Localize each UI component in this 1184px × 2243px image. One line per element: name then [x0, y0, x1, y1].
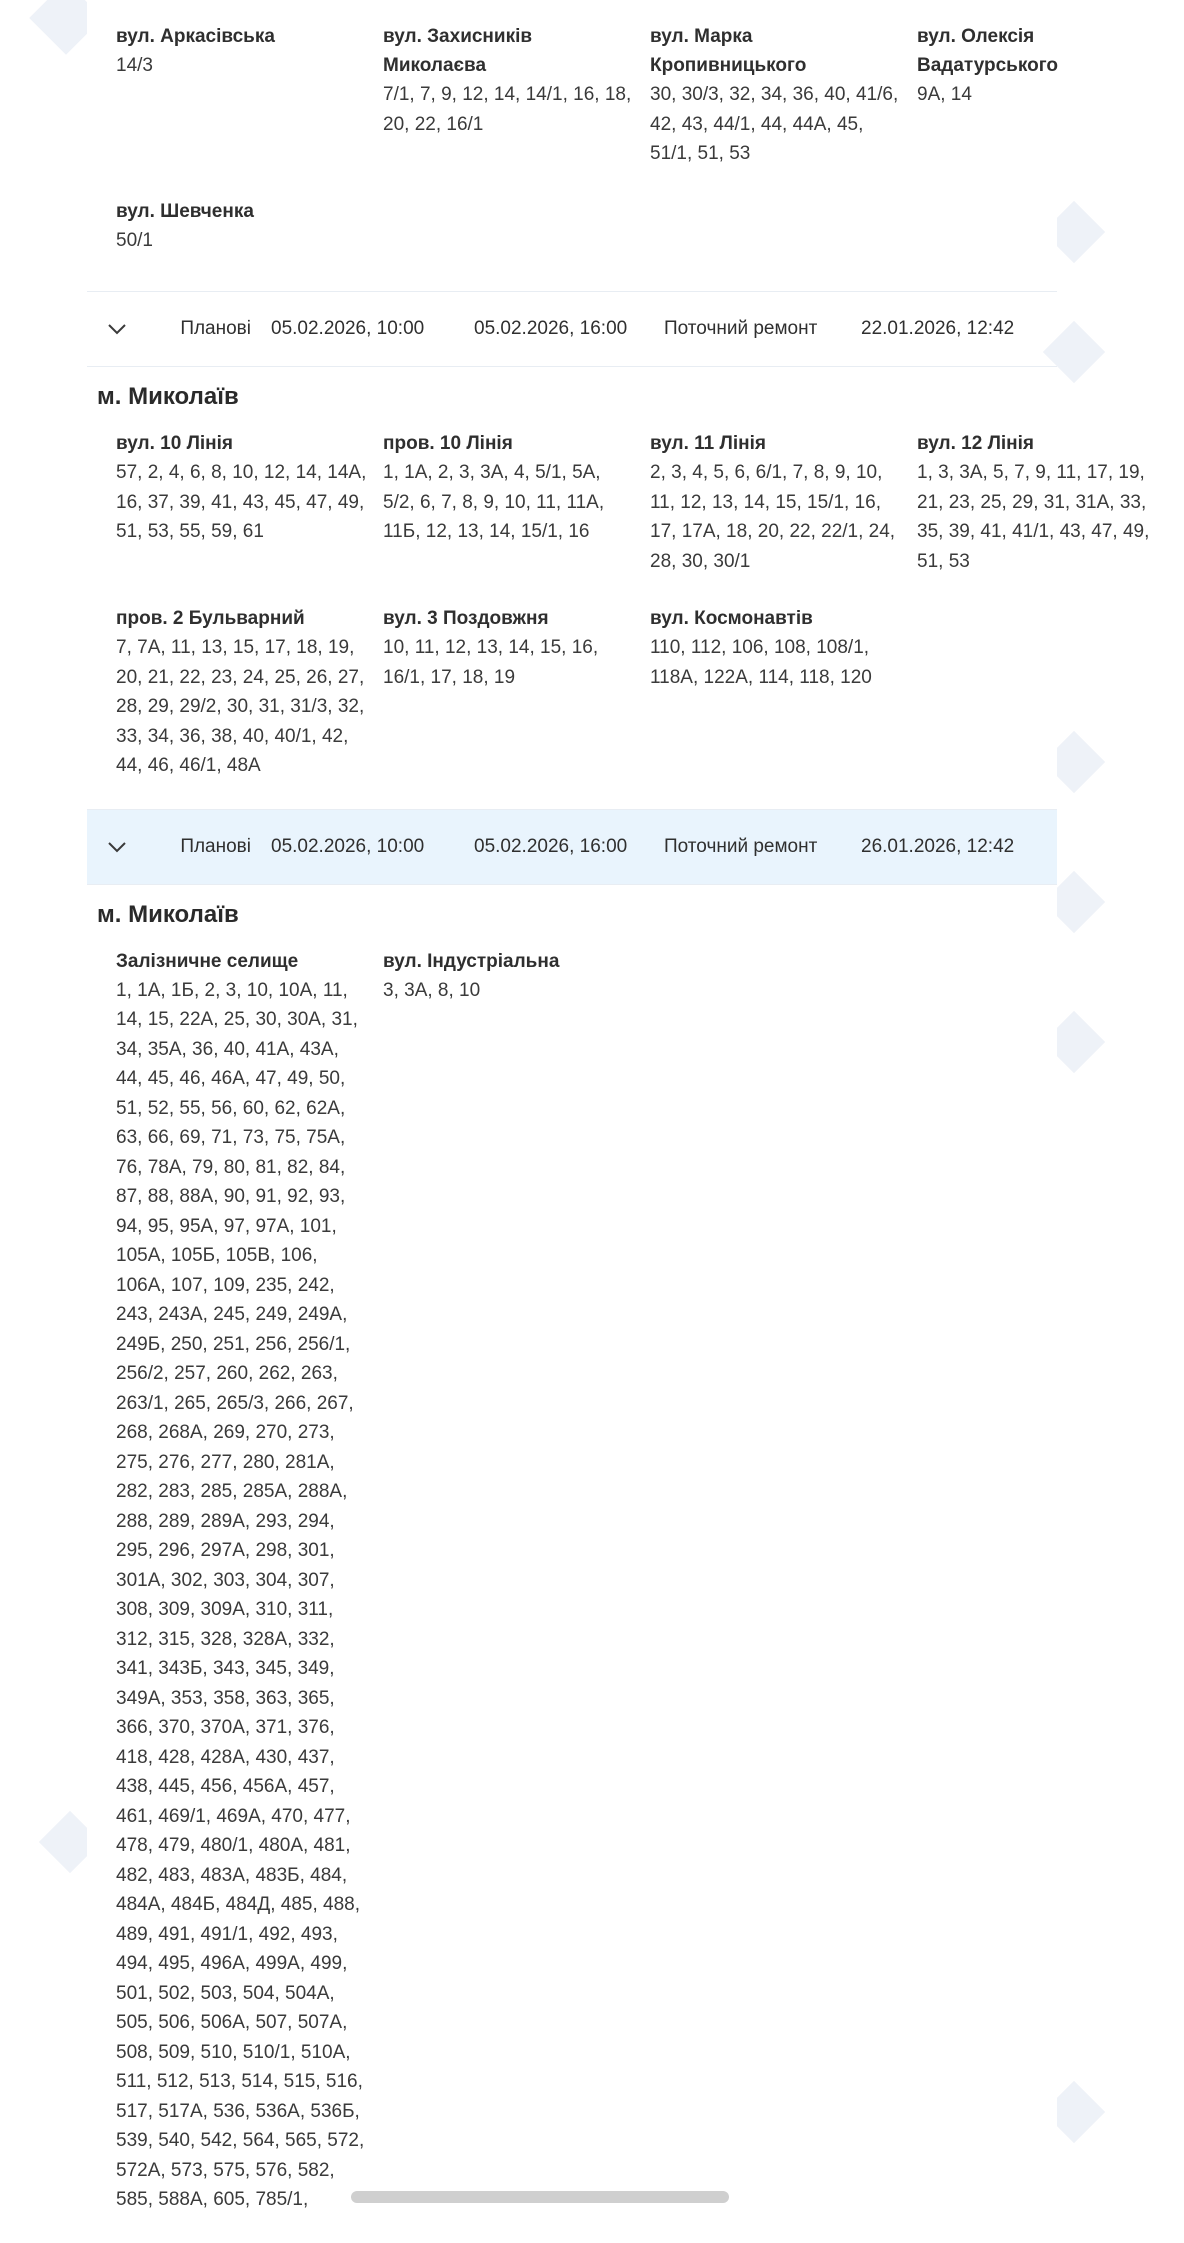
expand-toggle[interactable] — [87, 322, 147, 336]
street-name: вул. Індустріальна — [383, 950, 560, 972]
street-entry — [917, 429, 1184, 604]
street-name: пров. 2 Бульварний — [116, 608, 305, 629]
outage-details-top — [87, 0, 1057, 283]
street-entry — [116, 429, 383, 604]
street-list — [87, 22, 1057, 283]
outage-kind: Поточний ремонт — [664, 318, 818, 339]
outage-end: 05.02.2026, 16:00 — [474, 835, 628, 857]
street-name: вул. Аркасівська — [116, 26, 275, 47]
street-name: Залізничне селище — [116, 950, 299, 972]
street-entry — [650, 429, 917, 604]
street-entry — [650, 604, 917, 809]
street-name: вул. 12 Лінія — [917, 433, 1035, 454]
horizontal-scrollbar[interactable] — [351, 2191, 729, 2203]
city-name: м. Миколаїв — [97, 900, 239, 928]
outage-kind: Поточний ремонт — [664, 835, 818, 857]
street-list — [87, 429, 1150, 809]
house-numbers: 1, 3, 3А, 5, 7, 9, 11, 17, 19, 21, 23, 25, 29, 31, 31А, 33, 35, 39, 41, 41/1, 43, 47, 49, 51, 53 — [917, 462, 1150, 572]
outage-type: Планові — [180, 318, 251, 339]
house-numbers: 1, 1А, 1Б, 2, 3, 10, 10А, 11, 14, 15, 22А, 25, 30, 30А, 31, 34, 35А, 36, 40, 41А, 43А, 44, 45, 46, 46А, 47, 49, 50, 51, 52, 55, 56, 60, 62, 62А, 63, 66, 69, 71, 73, 75, 75А, 76, 78А, 79, 80, 81, 82, 84, 87, 88, 88А, 90, 91, 92, 93, 94, 95, 95А, 97, 97А, 101, 105А, 105Б, 105В, 106, 106А, 107, 109, 235, 242, 243, 243А, 245, 249, 249А, 249Б, 250, 251, 256, 256/1, 256/2, 257, 260, 262, 263, 263/1, 265, 265/3, 266, 267, 268, 268А, 269, 270, 273, 275, 276, 277, 280, 281А, 282, 283, 285, 285А, 288А, 288, 289, 289А, 293, 294, 295, 296, 297А, 298, 301, 301А, 302, 303, 304, 307, 308, 309, 309А, 310, 311, 312, 315, 328, 328А, 332, 341, 343Б, 343, 345, 349, 349А, 353, 358, 363, 365, 366, 370, 370А, 371, 376, 418, 428, 428А, 430, 437, 438, 445, 456, 456А, 457, 461, 469/1, 469А, 470, 477, 478, 479, 480/1, 480А, 481, 482, 483, 483А, 483Б, 484, 484А, 484Б, 484Д, 485, 488, 489, 491, 491/1, 492, 493, 494, 495, 496А, 499А, 499, 501, 502, 503, 504, 504А, 505, 506, 506А, 507, 507А, 508, 509, 510, 510/1, 510А, 511, 512, 513, 514, 515, 516, 517, 517А, 536, 536А, 536Б, 539, 540, 542, 564, 565, 572, 572А, 573, 575, 576, 582, 585, 588А, 605, 785/1, — [116, 979, 365, 2210]
house-numbers: 57, 2, 4, 6, 8, 10, 12, 14, 14А, 16, 37, 39, 41, 43, 45, 47, 49, 51, 53, 55, 59, 61 — [116, 462, 367, 542]
chevron-down-icon — [106, 840, 128, 854]
house-numbers: 50/1 — [116, 229, 153, 251]
street-name: пров. 10 Лінія — [383, 433, 513, 454]
outage-schedule — [87, 0, 1150, 2220]
house-numbers: 7, 7А, 11, 13, 15, 17, 18, 19, 20, 21, 22, 23, 24, 25, 26, 27, 28, 29, 29/2, 30, 31, 31/3, 32, 33, 34, 36, 38, 40, 40/1, 42, 44, 46, 46/1, 48А — [116, 637, 365, 776]
street-name: вул. Захисників Миколаєва — [383, 26, 533, 76]
house-numbers: 1, 1А, 2, 3, 3А, 4, 5/1, 5А, 5/2, 6, 7, 8, 9, 10, 11, 11А, 11Б, 12, 13, 14, 15/1, 16 — [383, 462, 605, 542]
street-list — [87, 947, 1057, 2243]
house-numbers: 14/3 — [116, 55, 153, 76]
street-name: вул. Космонавтів — [650, 608, 813, 629]
house-numbers: 30, 30/3, 32, 34, 36, 40, 41/6, 42, 43, 44/1, 44, 44А, 45, 51/1, 51, 53 — [650, 84, 899, 164]
outage-row[interactable] — [87, 291, 1057, 367]
street-entry — [917, 22, 1184, 197]
street-entry — [650, 22, 917, 197]
house-numbers: 9А, 14 — [917, 84, 972, 105]
outage-start: 05.02.2026, 10:00 — [271, 318, 425, 339]
outage-details — [87, 367, 1150, 809]
expand-toggle[interactable] — [87, 840, 147, 854]
city-name: м. Миколаїв — [97, 383, 239, 410]
house-numbers: 110, 112, 106, 108, 108/1, 118А, 122А, 114, 118, 120 — [650, 637, 872, 688]
street-name: вул. 11 Лінія — [650, 433, 766, 454]
street-entry — [116, 22, 383, 197]
street-name: вул. 10 Лінія — [116, 433, 234, 454]
street-entry — [383, 947, 650, 2243]
house-numbers: 2, 3, 4, 5, 6, 6/1, 7, 8, 9, 10, 11, 12, 13, 14, 15, 15/1, 16, 17, 17А, 18, 20, 22, 22/1, 24, 28, 30, 30/1 — [650, 462, 896, 572]
street-name: вул. 3 Поздовжня — [383, 608, 549, 629]
house-numbers: 10, 11, 12, 13, 14, 15, 16, 16/1, 17, 18, 19 — [383, 637, 599, 688]
street-name: вул. Шевченка — [116, 200, 254, 222]
outage-type: Планові — [180, 835, 251, 857]
outage-start: 05.02.2026, 10:00 — [271, 835, 425, 857]
outage-row-selected[interactable] — [87, 809, 1057, 885]
house-numbers: 7/1, 7, 9, 12, 14, 14/1, 16, 18, 20, 22, 16/1 — [383, 84, 632, 135]
street-entry — [116, 947, 383, 2243]
outage-details — [87, 885, 1057, 2243]
street-entry — [116, 604, 383, 809]
outage-created: 26.01.2026, 12:42 — [861, 835, 1015, 857]
outage-created: 22.01.2026, 12:42 — [861, 318, 1015, 339]
street-entry — [383, 429, 650, 604]
street-entry — [383, 604, 650, 809]
street-entry — [383, 22, 650, 197]
outage-end: 05.02.2026, 16:00 — [474, 318, 628, 339]
street-entry — [116, 197, 383, 284]
street-name: вул. Марка Кропивницького — [650, 26, 807, 76]
chevron-down-icon — [106, 322, 128, 336]
house-numbers: 3, 3А, 8, 10 — [383, 979, 481, 1001]
street-name: вул. Олексія Вадатурського — [917, 26, 1058, 76]
